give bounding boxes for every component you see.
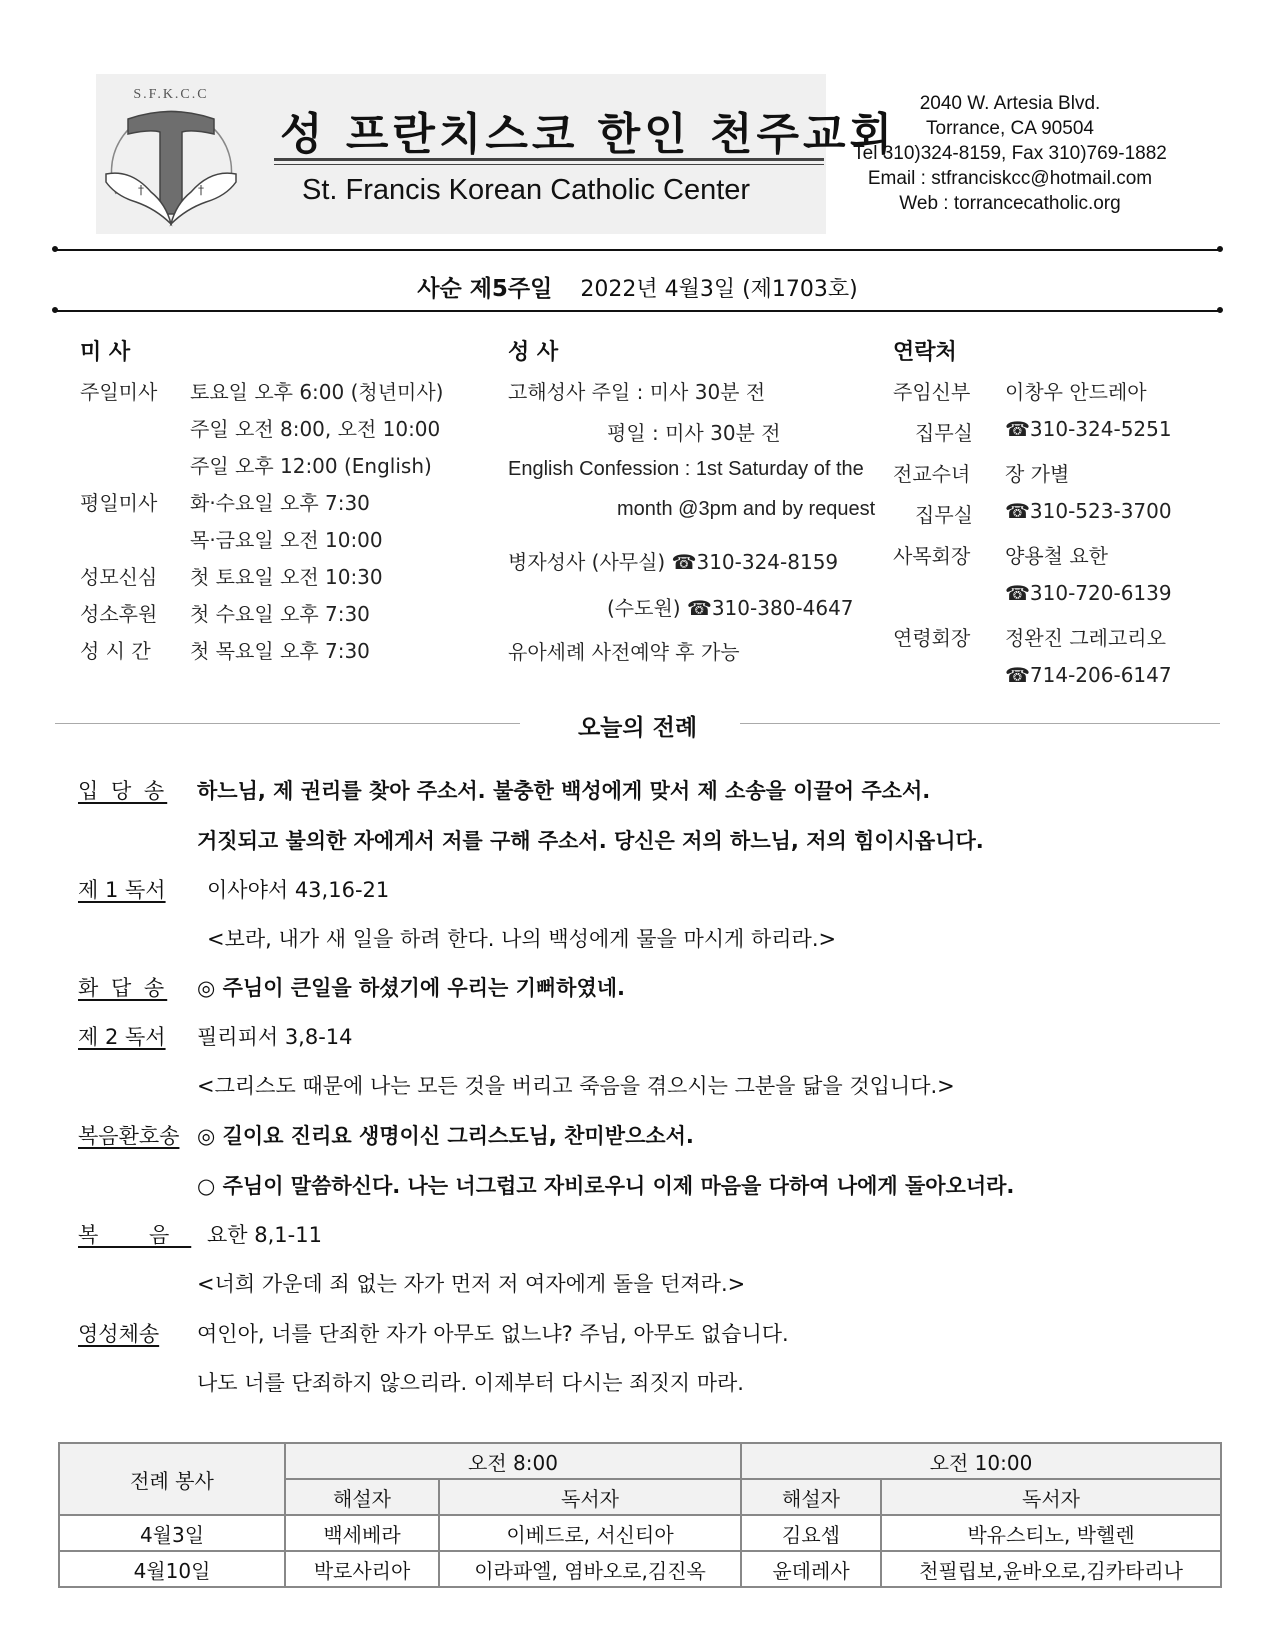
gospel-summary: <너희 가운데 죄 없는 자가 먼저 저 여자에게 돌을 던져라.> (197, 1272, 746, 1296)
email: Email : stfranciskcc@hotmail.com (867, 168, 1153, 189)
entrance-antiphon: 거짓되고 불의한 자에게서 저를 구해 주소서. 당신은 저의 하느님, 저의 힘이시옵니다. (197, 829, 984, 853)
commentator-header: 해설자 (285, 1479, 439, 1515)
infant-baptism: 유아세례 사전예약 후 가능 (508, 640, 740, 664)
divider (55, 249, 1220, 251)
mass-10-header: 오전 10:00 (741, 1443, 1221, 1479)
mass-label: 성 시 간 (80, 639, 151, 663)
commentator-header: 해설자 (741, 1479, 881, 1515)
gospel-acclamation: ○ 주님이 말씀하신다. 나는 너그럽고 자비로우니 이제 마음을 다하여 나에게 돌아오너라. (197, 1174, 1015, 1198)
reader-header: 독서자 (439, 1479, 741, 1515)
liturgy-heading: 오늘의 전례 (577, 715, 698, 741)
address-line: 2040 W. Artesia Blvd. (919, 93, 1101, 114)
psalm-response: ◎ 주님이 큰일을 하셨기에 우리는 기뻐하였네. (197, 976, 626, 1000)
mass-time: 목·금요일 오전 10:00 (190, 528, 383, 552)
service-date: 4월3일 (59, 1515, 285, 1551)
title-rule (274, 164, 824, 165)
mass-time: 첫 수요일 오후 7:30 (190, 602, 370, 626)
contact-phone: ☎310-324-5251 (1005, 417, 1172, 441)
mass-time: 토요일 오후 6:00 (청년미사) (190, 380, 444, 404)
mass-label: 평일미사 (80, 491, 158, 515)
church-logo (96, 74, 246, 234)
commentator-10: 김요셉 (741, 1515, 881, 1551)
sunday-name: 사순 제5주일 (417, 276, 553, 302)
phone-fax: Tel 310)324-8159, Fax 310)769-1882 (853, 143, 1167, 164)
contact-phone: ☎714-206-6147 (1005, 663, 1172, 687)
contact-label: 주임신부 (893, 380, 971, 404)
table-header-row (59, 1443, 1221, 1479)
contact-value: 양용철 요한 (1005, 544, 1108, 568)
second-reading-label: 제 2 독서 (78, 1025, 166, 1049)
contact-label: 연령회장 (893, 626, 971, 650)
readers-10: 천필립보,윤바오로,김카타리나 (881, 1551, 1221, 1587)
mass-time: 화·수요일 오후 7:30 (190, 491, 370, 515)
commentator-8: 백세베라 (285, 1515, 439, 1551)
gospel-acclamation: ◎ 길이요 진리요 생명이신 그리스도님, 찬미받으소서. (197, 1124, 694, 1148)
contact-value: 장 가별 (1005, 462, 1070, 486)
table-row (59, 1515, 1221, 1551)
english-confession: English Confession : 1st Saturday of the (508, 458, 864, 480)
contact-label: 집무실 (915, 503, 973, 527)
table-corner: 전례 봉사 (59, 1443, 285, 1515)
website: Web : torrancecatholic.org (899, 193, 1121, 214)
psalm-label: 화 답 송 (78, 976, 168, 1000)
mass-time: 주일 오전 8:00, 오전 10:00 (190, 417, 441, 441)
liturgy-service-table (58, 1442, 1222, 1588)
divider (55, 310, 1220, 312)
first-reading-label: 제 1 독서 (78, 878, 166, 902)
contact-label: 사목회장 (893, 544, 971, 568)
contacts-heading: 연락처 (893, 340, 957, 365)
communion-antiphon: 나도 너를 단죄하지 않으리라. 이제부터 다시는 죄짓지 마라. (197, 1371, 744, 1395)
issue-date: 2022년 4월3일 (제1703호) (580, 277, 858, 302)
contact-label: 집무실 (915, 421, 973, 445)
commentator-8: 박로사리아 (285, 1551, 439, 1587)
mass-heading: 미 사 (80, 340, 131, 365)
svg-text:S.F.K.C.C: S.F.K.C.C (133, 87, 209, 102)
confession-weekday: 평일 : 미사 30분 전 (607, 421, 781, 445)
mass-time: 첫 목요일 오후 7:30 (190, 639, 370, 663)
table-row (59, 1551, 1221, 1587)
title-rule (274, 158, 824, 161)
gospel-label: 복 음 (78, 1223, 192, 1247)
mass-label: 주일미사 (80, 380, 158, 404)
contact-value: 정완진 그레고리오 (1005, 626, 1166, 650)
acclamation-label: 복음환호송 (78, 1124, 180, 1148)
mass-label: 성모신심 (80, 565, 158, 589)
reader-header: 독서자 (881, 1479, 1221, 1515)
mass-time: 주일 오후 12:00 (English) (190, 454, 432, 478)
mass-8-header: 오전 8:00 (285, 1443, 741, 1479)
contact-value: 이창우 안드레아 (1005, 380, 1147, 404)
contact-phone: ☎310-720-6139 (1005, 581, 1172, 605)
sacraments-heading: 성 사 (508, 340, 559, 365)
english-confession: month @3pm and by request (617, 498, 876, 520)
church-title-english: St. Francis Korean Catholic Center (302, 174, 751, 206)
readers-8: 이베드로, 서신티아 (439, 1515, 741, 1551)
gospel-ref: 요한 8,1-11 (207, 1223, 322, 1247)
svg-text:†: † (138, 183, 144, 197)
mass-time: 첫 토요일 오전 10:30 (190, 565, 383, 589)
communion-label: 영성체송 (78, 1322, 160, 1346)
sick-anointing-convent: (수도원) ☎310-380-4647 (607, 596, 854, 620)
communion-antiphon: 여인아, 너를 단죄한 자가 아무도 없느냐? 주님, 아무도 없습니다. (197, 1322, 789, 1346)
contact-label: 전교수녀 (893, 462, 971, 486)
first-reading-summary: <보라, 내가 새 일을 하려 한다. 나의 백성에게 물을 마시게 하리라.> (207, 927, 837, 951)
address-line: Torrance, CA 90504 (926, 118, 1094, 139)
contact-phone: ☎310-523-3700 (1005, 499, 1172, 523)
mass-label: 성소후원 (80, 602, 158, 626)
first-reading-ref: 이사야서 43,16-21 (207, 878, 390, 902)
second-reading-summary: <그리스도 때문에 나는 모든 것을 버리고 죽음을 겪으시는 그분을 닮을 것입니다.> (197, 1074, 955, 1098)
entrance-antiphon-label: 입 당 송 (78, 779, 168, 803)
entrance-antiphon: 하느님, 제 권리를 찾아 주소서. 불충한 백성에게 맞서 제 소송을 이끌어 주소서. (197, 779, 931, 803)
sick-anointing-office: 병자성사 (사무실) ☎310-324-8159 (508, 550, 839, 574)
commentator-10: 윤데레사 (741, 1551, 881, 1587)
readers-10: 박유스티노, 박헬렌 (881, 1515, 1221, 1551)
second-reading-ref: 필리피서 3,8-14 (197, 1025, 353, 1049)
church-title-korean: 성 프란치스코 한인 천주교회 (280, 109, 897, 160)
svg-text:†: † (198, 183, 204, 197)
confession-sunday: 고해성사 주일 : 미사 30분 전 (508, 380, 766, 404)
service-date: 4월10일 (59, 1551, 285, 1587)
issue-title (0, 270, 1275, 303)
readers-8: 이라파엘, 염바오로,김진옥 (439, 1551, 741, 1587)
